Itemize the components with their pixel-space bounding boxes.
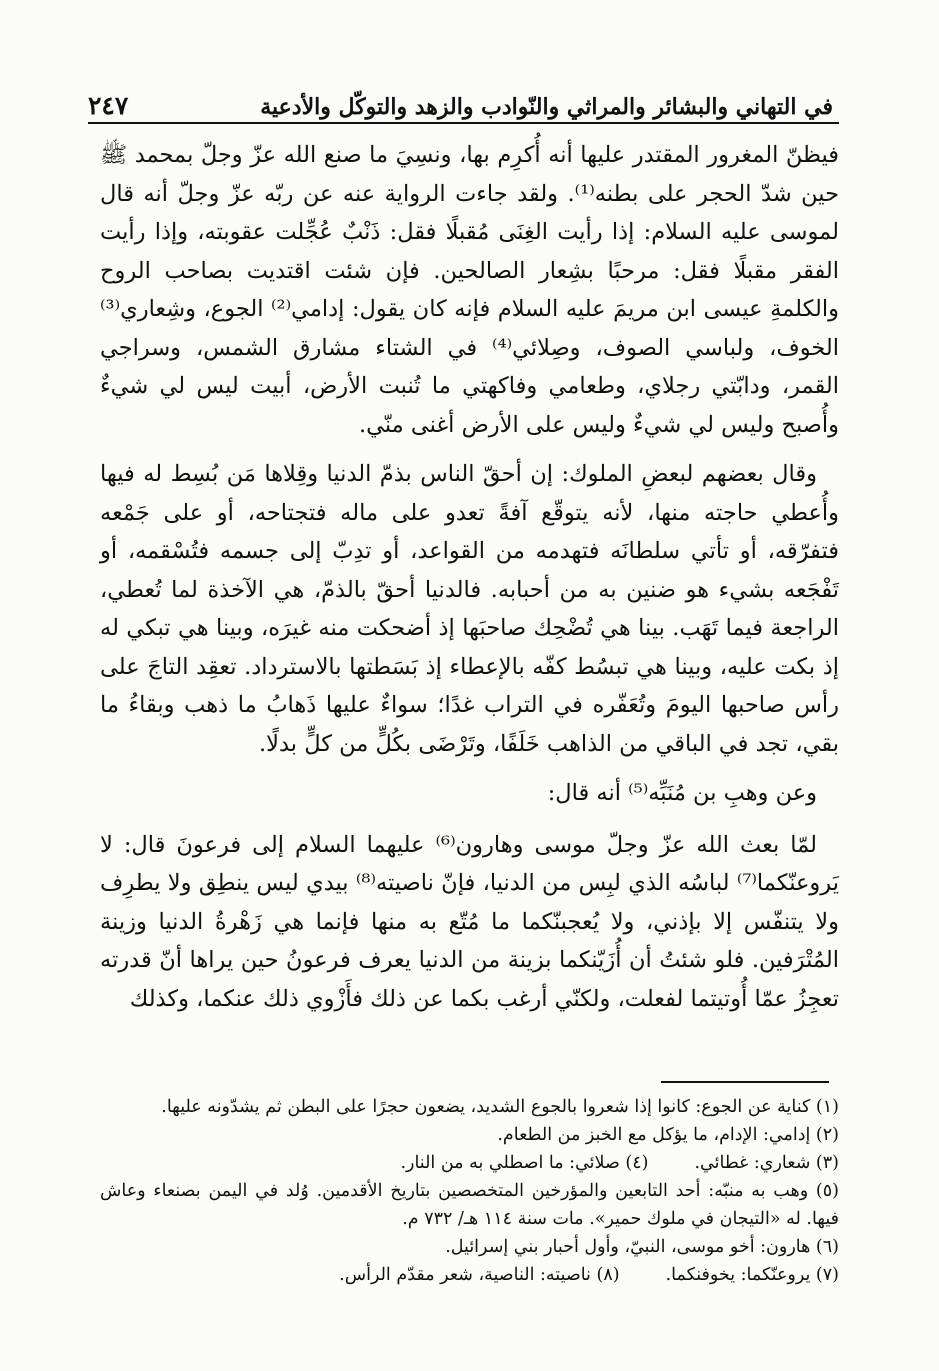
header-rule: [88, 122, 839, 124]
footnote-row-3-4: [100, 1149, 839, 1177]
footnote-6: (٦) هارون: أخو موسى، النبيّ، وأول أحبار بني إسرائيل.: [445, 1237, 839, 1257]
page-number: ٢٤٧: [88, 91, 129, 120]
footnote-row-7-8: [100, 1261, 839, 1289]
footnotes: [100, 1093, 839, 1289]
footnote-8: (٨) ناصيته: الناصية، شعر مقدّم الرأس.: [339, 1265, 620, 1285]
paragraph-4: لمّا بعث الله عزّ وجلّ موسى وهارون⁽⁶⁾ عليهما السلام إلى فرعونَ قال: لا يَروعنّكما⁽⁷⁾ لباسُه الذي لبِس من الدنيا، فإنّ ناصيته⁽⁸⁾ بيدي ليس ينطِق ولا يطرِف ولا يتنفّس إلا بإذني، ولا يُعجبنّكما ما مُتّع به منها فإنما هي زَهْرةُ الدنيا وزينة المُتْرَفين. فلو شئتُ أن أُزَيّنكما بزينة من الدنيا يعرف فرعونُ حين يراها أنّ قدرته تعجِزُ عمّا أُوتيتما لفعلت، ولكنّي أرغب بكما عن ذلك فأَزْوي ذلك عنكما، وكذلك: [100, 831, 839, 1012]
page-header: [88, 70, 833, 120]
running-title: في التهاني والبشائر والمراثي والنّوادب والزهد والتوكّل والأدعية: [260, 94, 833, 120]
footnote-5: (٥) وهب به منبّه: أحد التابعين والمؤرخين المتخصصين بتاريخ الأقدمين. وُلد في اليمن بصنعاء وعاش فيها. له «التيجان في ملوك حمير». مات سنة ١١٤ هـ/ ٧٣٢ م.: [100, 1181, 839, 1229]
footnote-2: (٢) إدامي: الإدام، ما يؤكل مع الخبز من الطعام.: [497, 1125, 839, 1145]
paragraph-2: وقال بعضهم لبعضِ الملوك: إن أحقّ الناس بذمّ الدنيا وقِلاها مَن بُسِط له فيها وأُعطي حاجته منها، لأنه يتوقّع آفةً تعدو على ماله فتجتاحه، أو على جَمْعه فتفرّقه، أو تأتي سلطانَه فتهدمه من القواعد، أو تدِبّ إلى جسمه فتُسْقمه، أو تَفْجَعه بشيء هو ضنين به من أحبابه. فالدنيا أحقّ بالذمّ، هي الآخذة لما تُعطي، الراجعة فيما تَهَب. بينا هي تُضْحِك صاحبَها إذ أضحكت منه غيرَه، وبينا هي تبكي له إذ بكت عليه، وبينا هي تبسُط كفّه بالإعطاء إذ بَسَطتها بالاسترداد. تعقِد التاجَ على رأس صاحبها اليومَ وتُعَفّره في التراب غدًا؛ سواءٌ عليها ذَهابُ ما ذهب وبقاءُ ما بقي، تجد في الباقي من الذاهب خَلَفًا، وتَرْضَى بكُلٍّ من كلٍّ بدلًا.: [100, 461, 839, 757]
footnote-4: (٤) صلائي: ما اصطلي به من النار.: [400, 1153, 649, 1173]
footnote-7: (٧) يروعنّكما: يخوفنكما.: [665, 1265, 839, 1285]
paragraph-3: وعن وهبِ بن مُنَبِّه⁽⁵⁾ أنه قال:: [547, 780, 817, 806]
body-text: [100, 136, 839, 1029]
footnote-1: (١) كناية عن الجوع: كانوا إذا شعروا بالجوع الشديد، يضعون حجرًا على البطن ثم يشدّونه عليها.: [161, 1097, 839, 1117]
footnote-rule: [661, 1081, 829, 1083]
paragraph-1: فيظنّ المغرور المقتدر عليها أنه أُكرِم بها، ونسِيَ ما صنع الله عزّ وجلّ بمحمد ﷺ حين شدّ الحجر على بطنه⁽¹⁾. ولقد جاءت الرواية عنه عن ربّه عزّ وجلّ أنه قال لموسى عليه السلام: إذا رأيت الغِنَى مُقبلًا فقل: ذَنْبٌ عُجِّلت عقوبته، وإذا رأيت الفقر مقبلًا فقل: مرحبًا بشِعار الصالحين. فإن شئت اقتديت بصاحب الروح والكلمةِ عيسى ابن مريمَ عليه السلام فإنه كان يقول: إدامي⁽²⁾ الجوع، وشِعاري⁽³⁾ الخوف، ولباسي الصوف، وصِلائي⁽⁴⁾ في الشتاء مشارق الشمس، وسراجي القمر، ودابّتي رجلاي، وطعامي وفاكهتي ما تُنبت الأرض، أبيت ليس لي شيءٌ وأُصبح وليس لي شيءٌ وليس على الأرض أغنى منّي.: [100, 142, 839, 438]
footnote-3: (٣) شعاري: غطائي.: [694, 1153, 839, 1173]
